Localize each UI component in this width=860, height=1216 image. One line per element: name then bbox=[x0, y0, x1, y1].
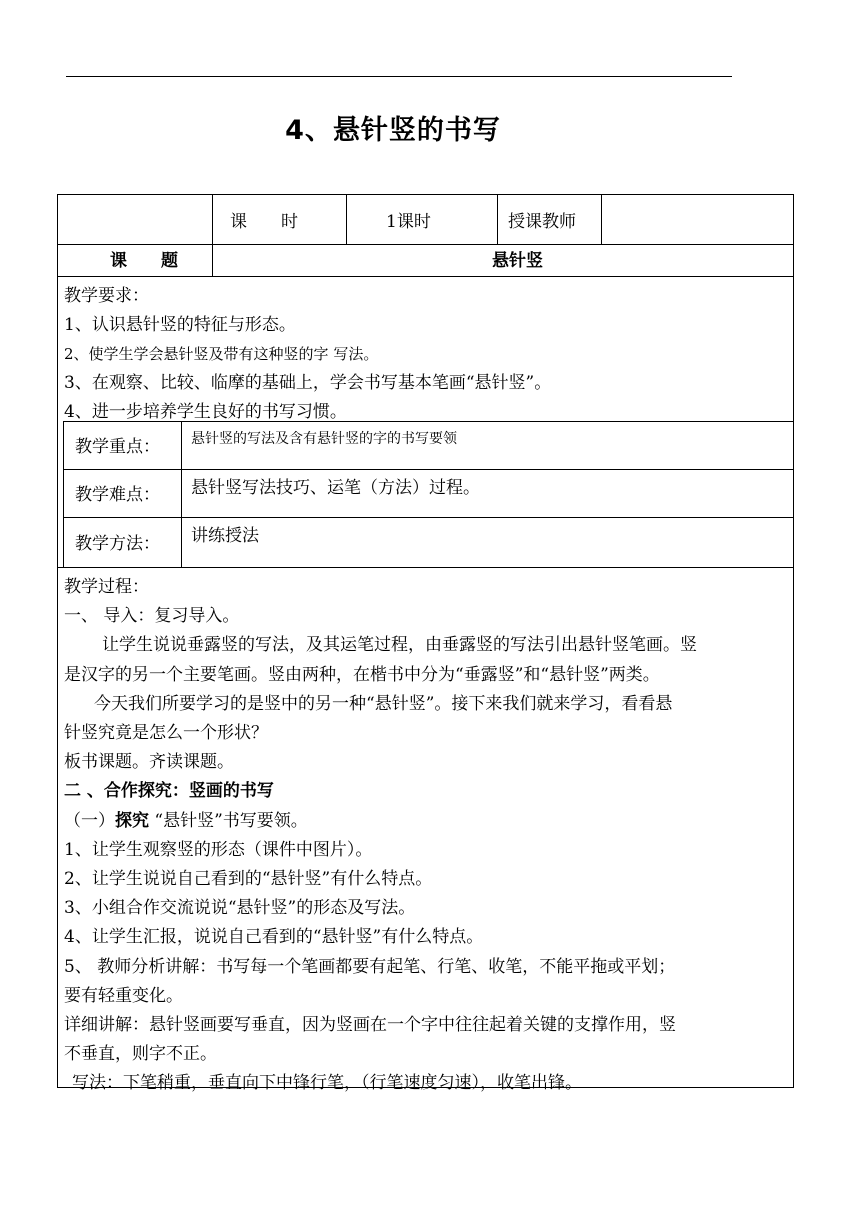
table-divider bbox=[181, 421, 182, 567]
topic-value: 悬针竖 bbox=[492, 251, 543, 271]
requirement-item: 1、认识悬针竖的特征与形态。 bbox=[64, 315, 296, 335]
key-points-label: 教学重点： bbox=[75, 437, 160, 457]
list-item: 4、让学生汇报，说说自己看到的“悬针竖”有什么特点。 bbox=[64, 927, 484, 948]
list-item: 5、 教师分析讲解：书写每一个笔画都要有起笔、行笔、收笔，不能平拖或平划； bbox=[64, 956, 676, 977]
list-item: 要有轻重变化。 bbox=[64, 985, 183, 1006]
table-divider bbox=[601, 194, 602, 244]
subsection-text: “悬针竖”书写要领。 bbox=[149, 810, 308, 831]
requirement-item: 3、在观察、比较、临摩的基础上，学会书写基本笔画“悬针竖”。 bbox=[64, 373, 552, 393]
table-divider bbox=[497, 194, 498, 244]
table-divider bbox=[63, 469, 794, 470]
subsection-title bbox=[64, 807, 790, 836]
page-title: 4、悬针竖的书写 bbox=[285, 115, 501, 146]
topic-label: 课 题 bbox=[110, 251, 178, 271]
section-title: 一、 导入：复习导入。 bbox=[64, 606, 240, 627]
teaching-requirements bbox=[64, 282, 790, 427]
paragraph-line: 不垂直，则字不正。 bbox=[64, 1044, 217, 1065]
subsection-number: （一） bbox=[64, 810, 115, 831]
table-divider bbox=[57, 276, 794, 277]
paragraph-line: 针竖究竟是怎么一个形状？ bbox=[64, 723, 268, 744]
paragraph-line: 让学生说说垂露竖的写法，及其运笔过程，由垂露竖的写法引出悬针竖笔画。竖 bbox=[102, 635, 697, 656]
subsection-keyword: 探究 bbox=[115, 810, 149, 831]
table-divider bbox=[346, 194, 347, 244]
lesson-time-value: 1课时 bbox=[386, 212, 431, 232]
paragraph-line: 是汉字的另一个主要笔画。竖由两种，在楷书中分为“垂露竖”和“悬针竖”两类。 bbox=[64, 664, 660, 685]
paragraph-line: 详细讲解：悬针竖画要写垂直，因为竖画在一个字中往往起着关键的支撑作用，竖 bbox=[64, 1015, 676, 1036]
difficulties-label: 教学难点： bbox=[75, 485, 160, 505]
table-divider bbox=[212, 244, 213, 276]
requirement-item: 4、进一步培养学生良好的书写习惯。 bbox=[64, 402, 347, 422]
key-points-value: 悬针竖的写法及含有悬针竖的字的书写要领 bbox=[191, 431, 457, 447]
teacher-label: 授课教师 bbox=[508, 212, 576, 232]
difficulties-value: 悬针竖写法技巧、运笔（方法）过程。 bbox=[191, 478, 480, 498]
list-item: 3、小组合作交流说说“悬针竖”的形态及写法。 bbox=[64, 898, 416, 919]
list-item: 1、让学生观察竖的形态（课件中图片）。 bbox=[64, 839, 373, 860]
section-title: 二 、合作探究：竖画的书写 bbox=[64, 781, 274, 802]
table-divider bbox=[57, 567, 794, 568]
table-divider bbox=[63, 421, 794, 422]
paragraph-line: 今天我们所要学习的是竖中的另一种“悬针竖”。接下来我们就来学习，看看悬 bbox=[94, 693, 673, 714]
methods-label: 教学方法： bbox=[75, 534, 160, 554]
top-rule bbox=[66, 76, 732, 77]
table-divider bbox=[57, 244, 794, 245]
table-divider bbox=[63, 517, 794, 518]
methods-value: 讲练授法 bbox=[191, 526, 259, 546]
table-divider bbox=[63, 421, 64, 567]
lesson-time-label: 课 时 bbox=[230, 212, 298, 232]
teaching-process bbox=[64, 573, 790, 1099]
paragraph-line: 写法：下笔稍重，垂直向下中锋行笔，（行笔速度匀速），收笔出锋。 bbox=[72, 1073, 582, 1094]
requirement-item: 2、使学生学会悬针竖及带有这种竖的字 写法。 bbox=[64, 345, 379, 363]
list-item: 2、让学生说说自己看到的“悬针竖”有什么特点。 bbox=[64, 869, 433, 890]
paragraph-line: 板书课题。齐读课题。 bbox=[64, 752, 234, 773]
table-divider bbox=[212, 194, 213, 244]
process-heading: 教学过程： bbox=[64, 577, 149, 597]
requirements-heading: 教学要求： bbox=[64, 286, 149, 306]
